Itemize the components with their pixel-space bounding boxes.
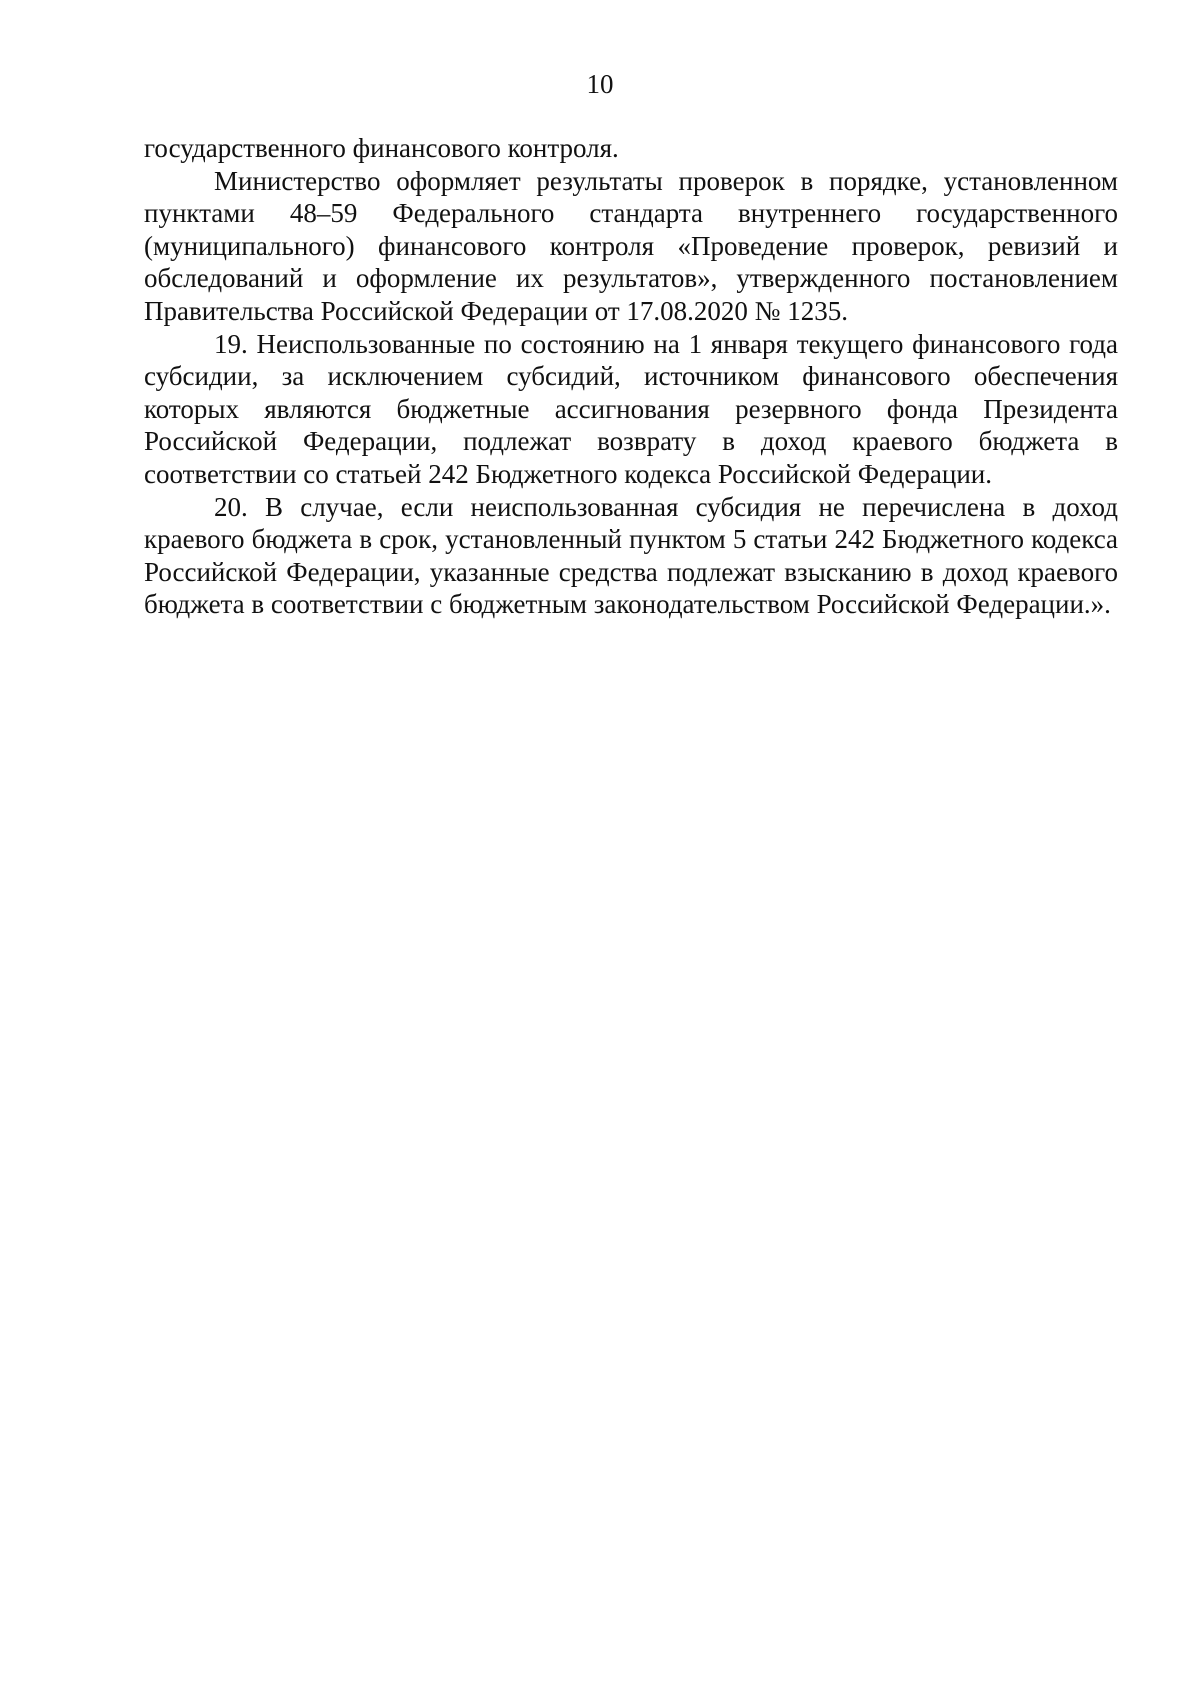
paragraph-item-19: 19. Неиспользованные по состоянию на 1 января текущего финансового года субсидии, за исключением субсидий, источником финансового обеспечения которых являются бюджетные ассигнования резервного фонда Президента Российской Федерации, подлежат возврату в доход краевого бюджета в соответствии со статьей 242 Бюджетного кодекса Российской Федерации.	[144, 328, 1118, 489]
paragraph-item-20: 20. В случае, если неиспользованная субсидия не перечислена в доход краевого бюджета в срок, установленный пунктом 5 статьи 242 Бюджетного кодекса Российской Федерации, указанные средства подлежат взысканию в доход краевого бюджета в соответствии с бюджетным законодательством Российской Федерации.».	[144, 491, 1118, 620]
document-body	[144, 132, 1118, 621]
paragraph-ministry-inspections: Министерство оформляет результаты проверок в порядке, установленном пунктами 48–59 Федерального стандарта внутреннего государственного (муниципального) финансового контроля «Проведение проверок, ревизий и обследований и оформление их результатов», утвержденного постановлением Правительства Российской Федерации от 17.08.2020 № 1235.	[144, 165, 1118, 326]
page-number: 10	[586, 69, 614, 99]
paragraph-continuation: государственного финансового контроля.	[144, 133, 619, 163]
